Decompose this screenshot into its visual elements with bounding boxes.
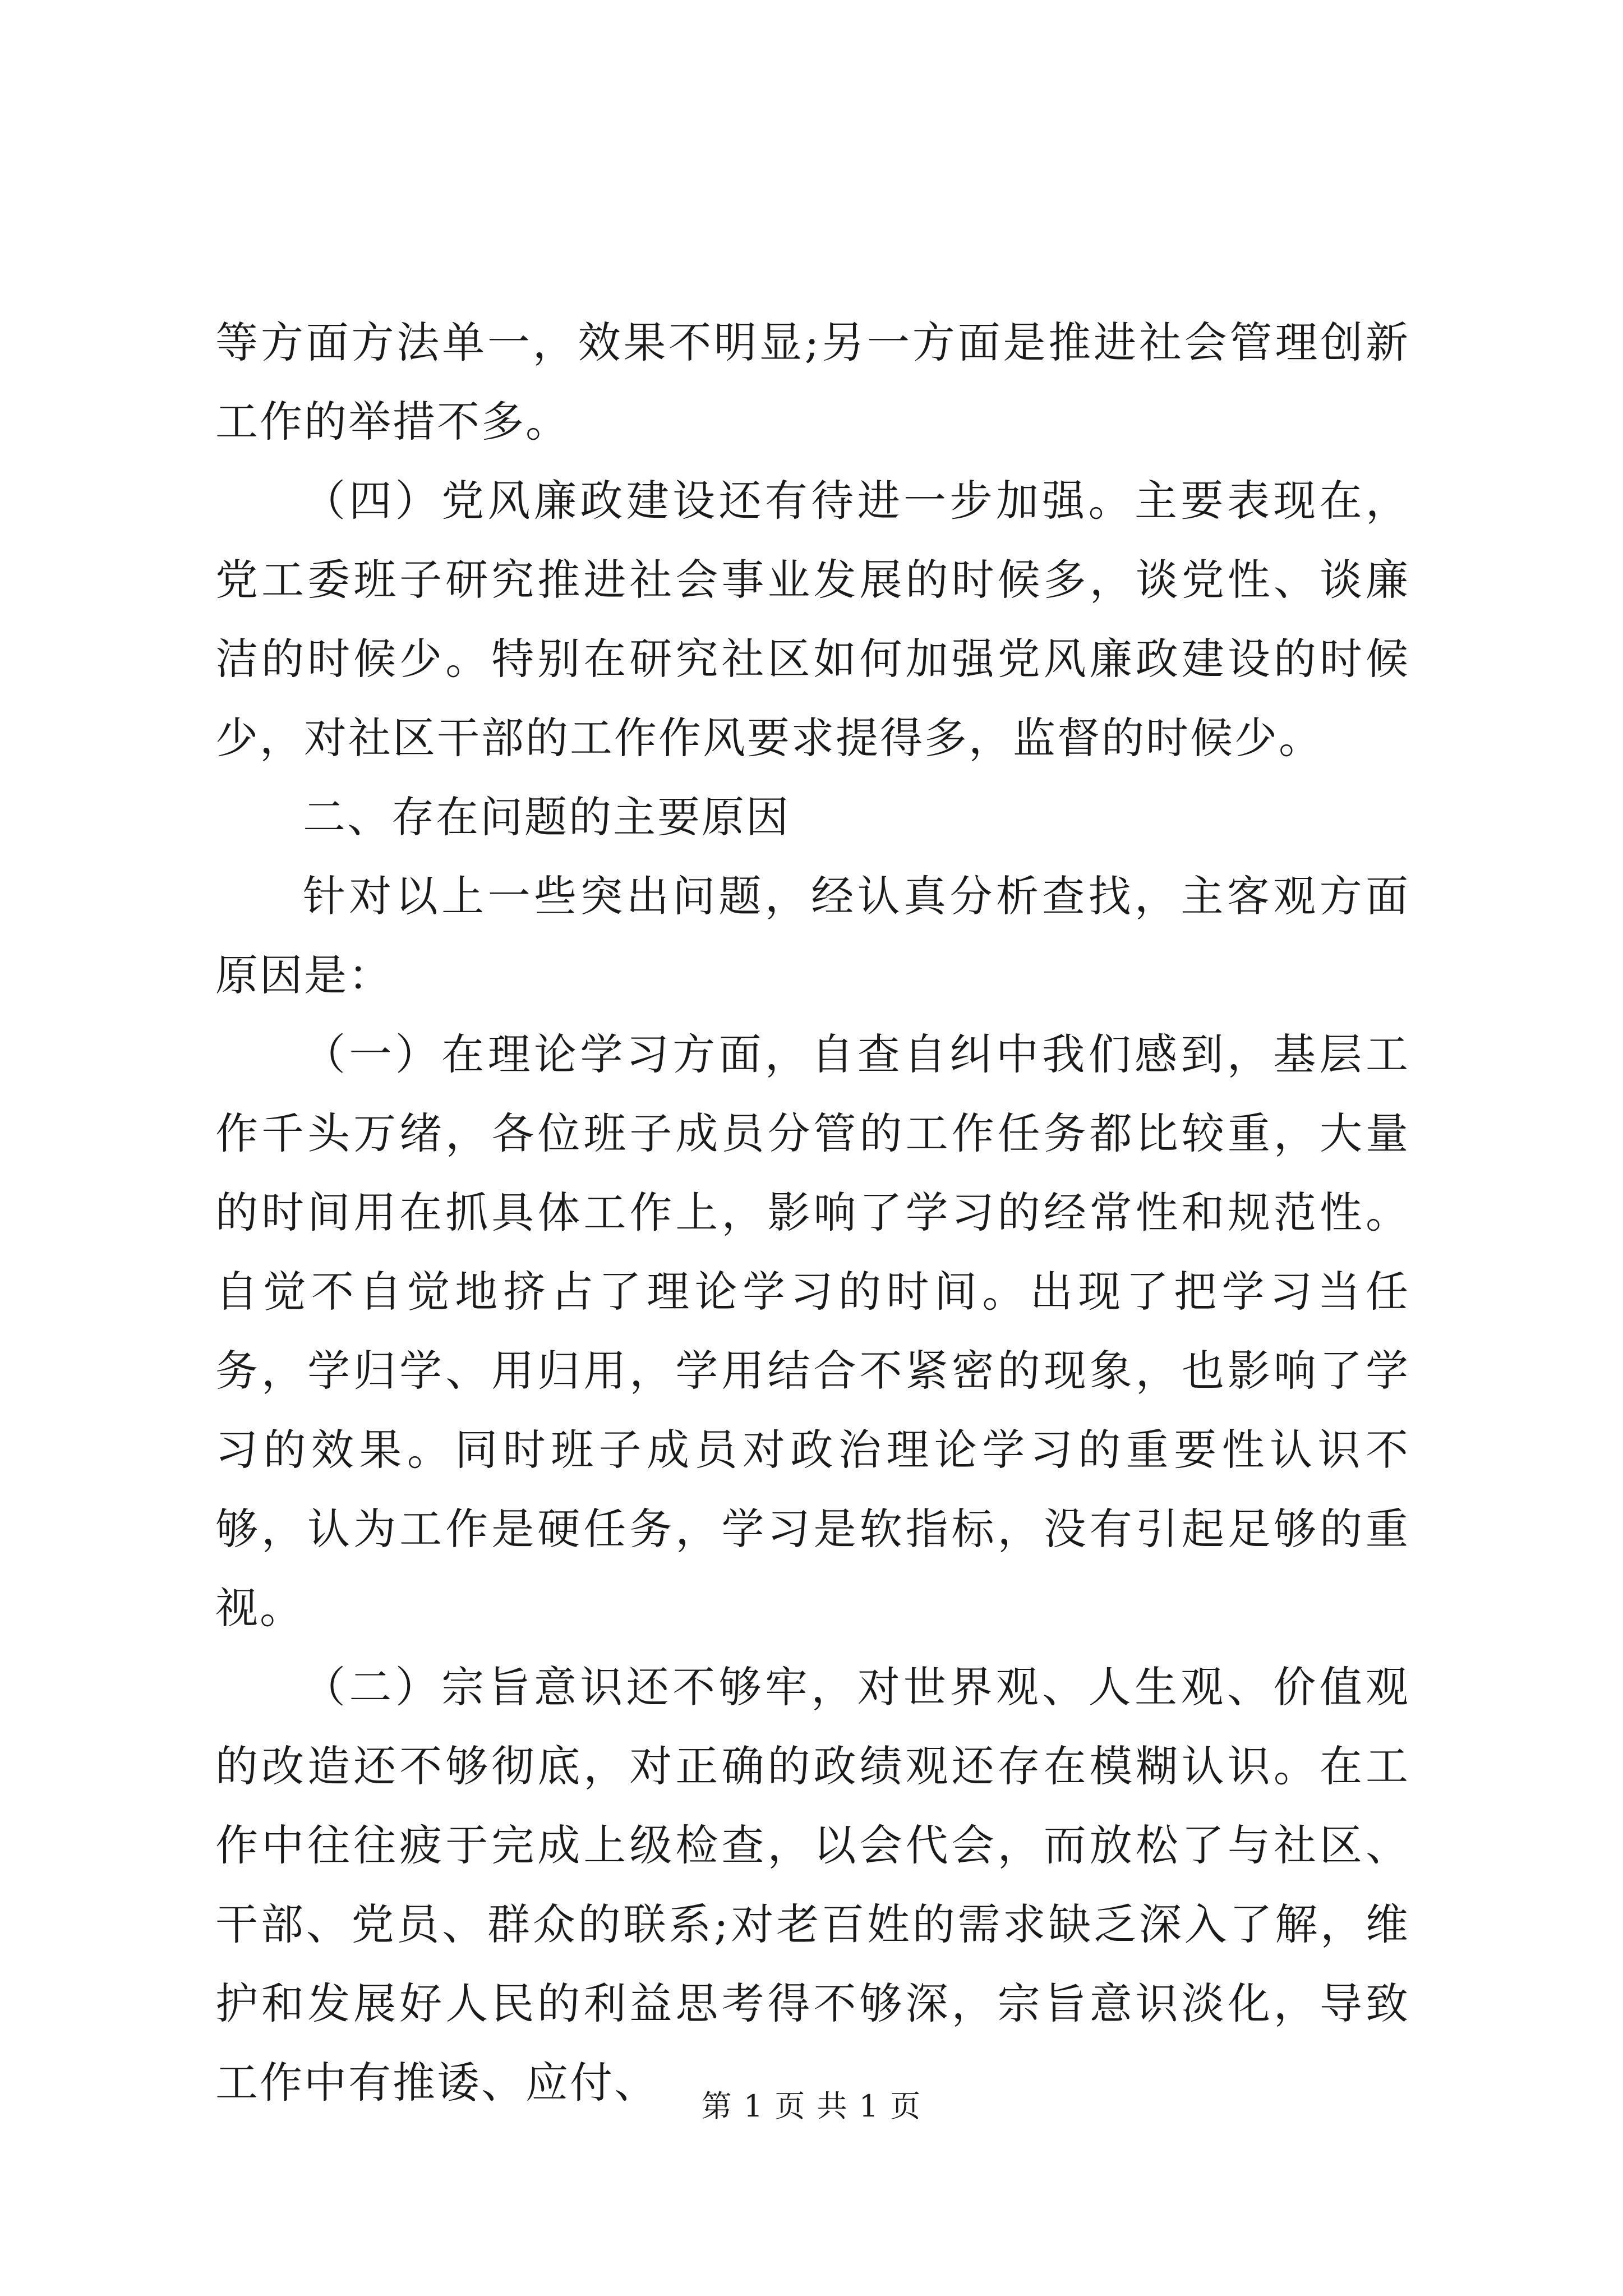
paragraph-5: （二）宗旨意识还不够牢，对世界观、人生观、价值观的改造还不够彻底，对正确的政绩观还存在模糊认识。在工作中往往疲于完成上级检查，以会代会，而放松了与社区、干部、党员、群众的联系;对老百姓的需求缺乏深入了解，维护和发展好人民的利益思考得不够深，宗旨意识淡化，导致工作中有推诿、应付、 (215, 1662, 1410, 2108)
page-footer: 第 1 页 共 1 页 (701, 2088, 922, 2124)
paragraph-3: 针对以上一些突出问题，经认真分析查找，主客观方面原因是： (215, 871, 1410, 1000)
section-heading: 二、存在问题的主要原因 (303, 792, 790, 842)
paragraph-4: （一）在理论学习方面，自查自纠中我们感到，基层工作千头万绪，各位班子成员分管的工作任务都比较重，大量的时间用在抓具体工作上，影响了学习的经常性和规范性。自觉不自觉地挤占了理论学习的时间。出现了把学习当任务，学归学、用归用，学用结合不紧密的现象，也影响了学习的效果。同时班子成员对政治理论学习的重要性认识不够，认为工作是硬任务，学习是软指标，没有引起足够的重视。 (215, 1029, 1410, 1633)
paragraph-1: 等方面方法单一，效果不明显;另一方面是推进社会管理创新工作的举措不多。 (215, 318, 1410, 447)
paragraph-2: （四）党风廉政建设还有待进一步加强。主要表现在，党工委班子研究推进社会事业发展的时候多，谈党性、谈廉洁的时候少。特别在研究社区如何加强党风廉政建设的时候少，对社区干部的工作作风要求提得多，监督的时候少。 (215, 476, 1410, 763)
document-body (215, 303, 1410, 2122)
